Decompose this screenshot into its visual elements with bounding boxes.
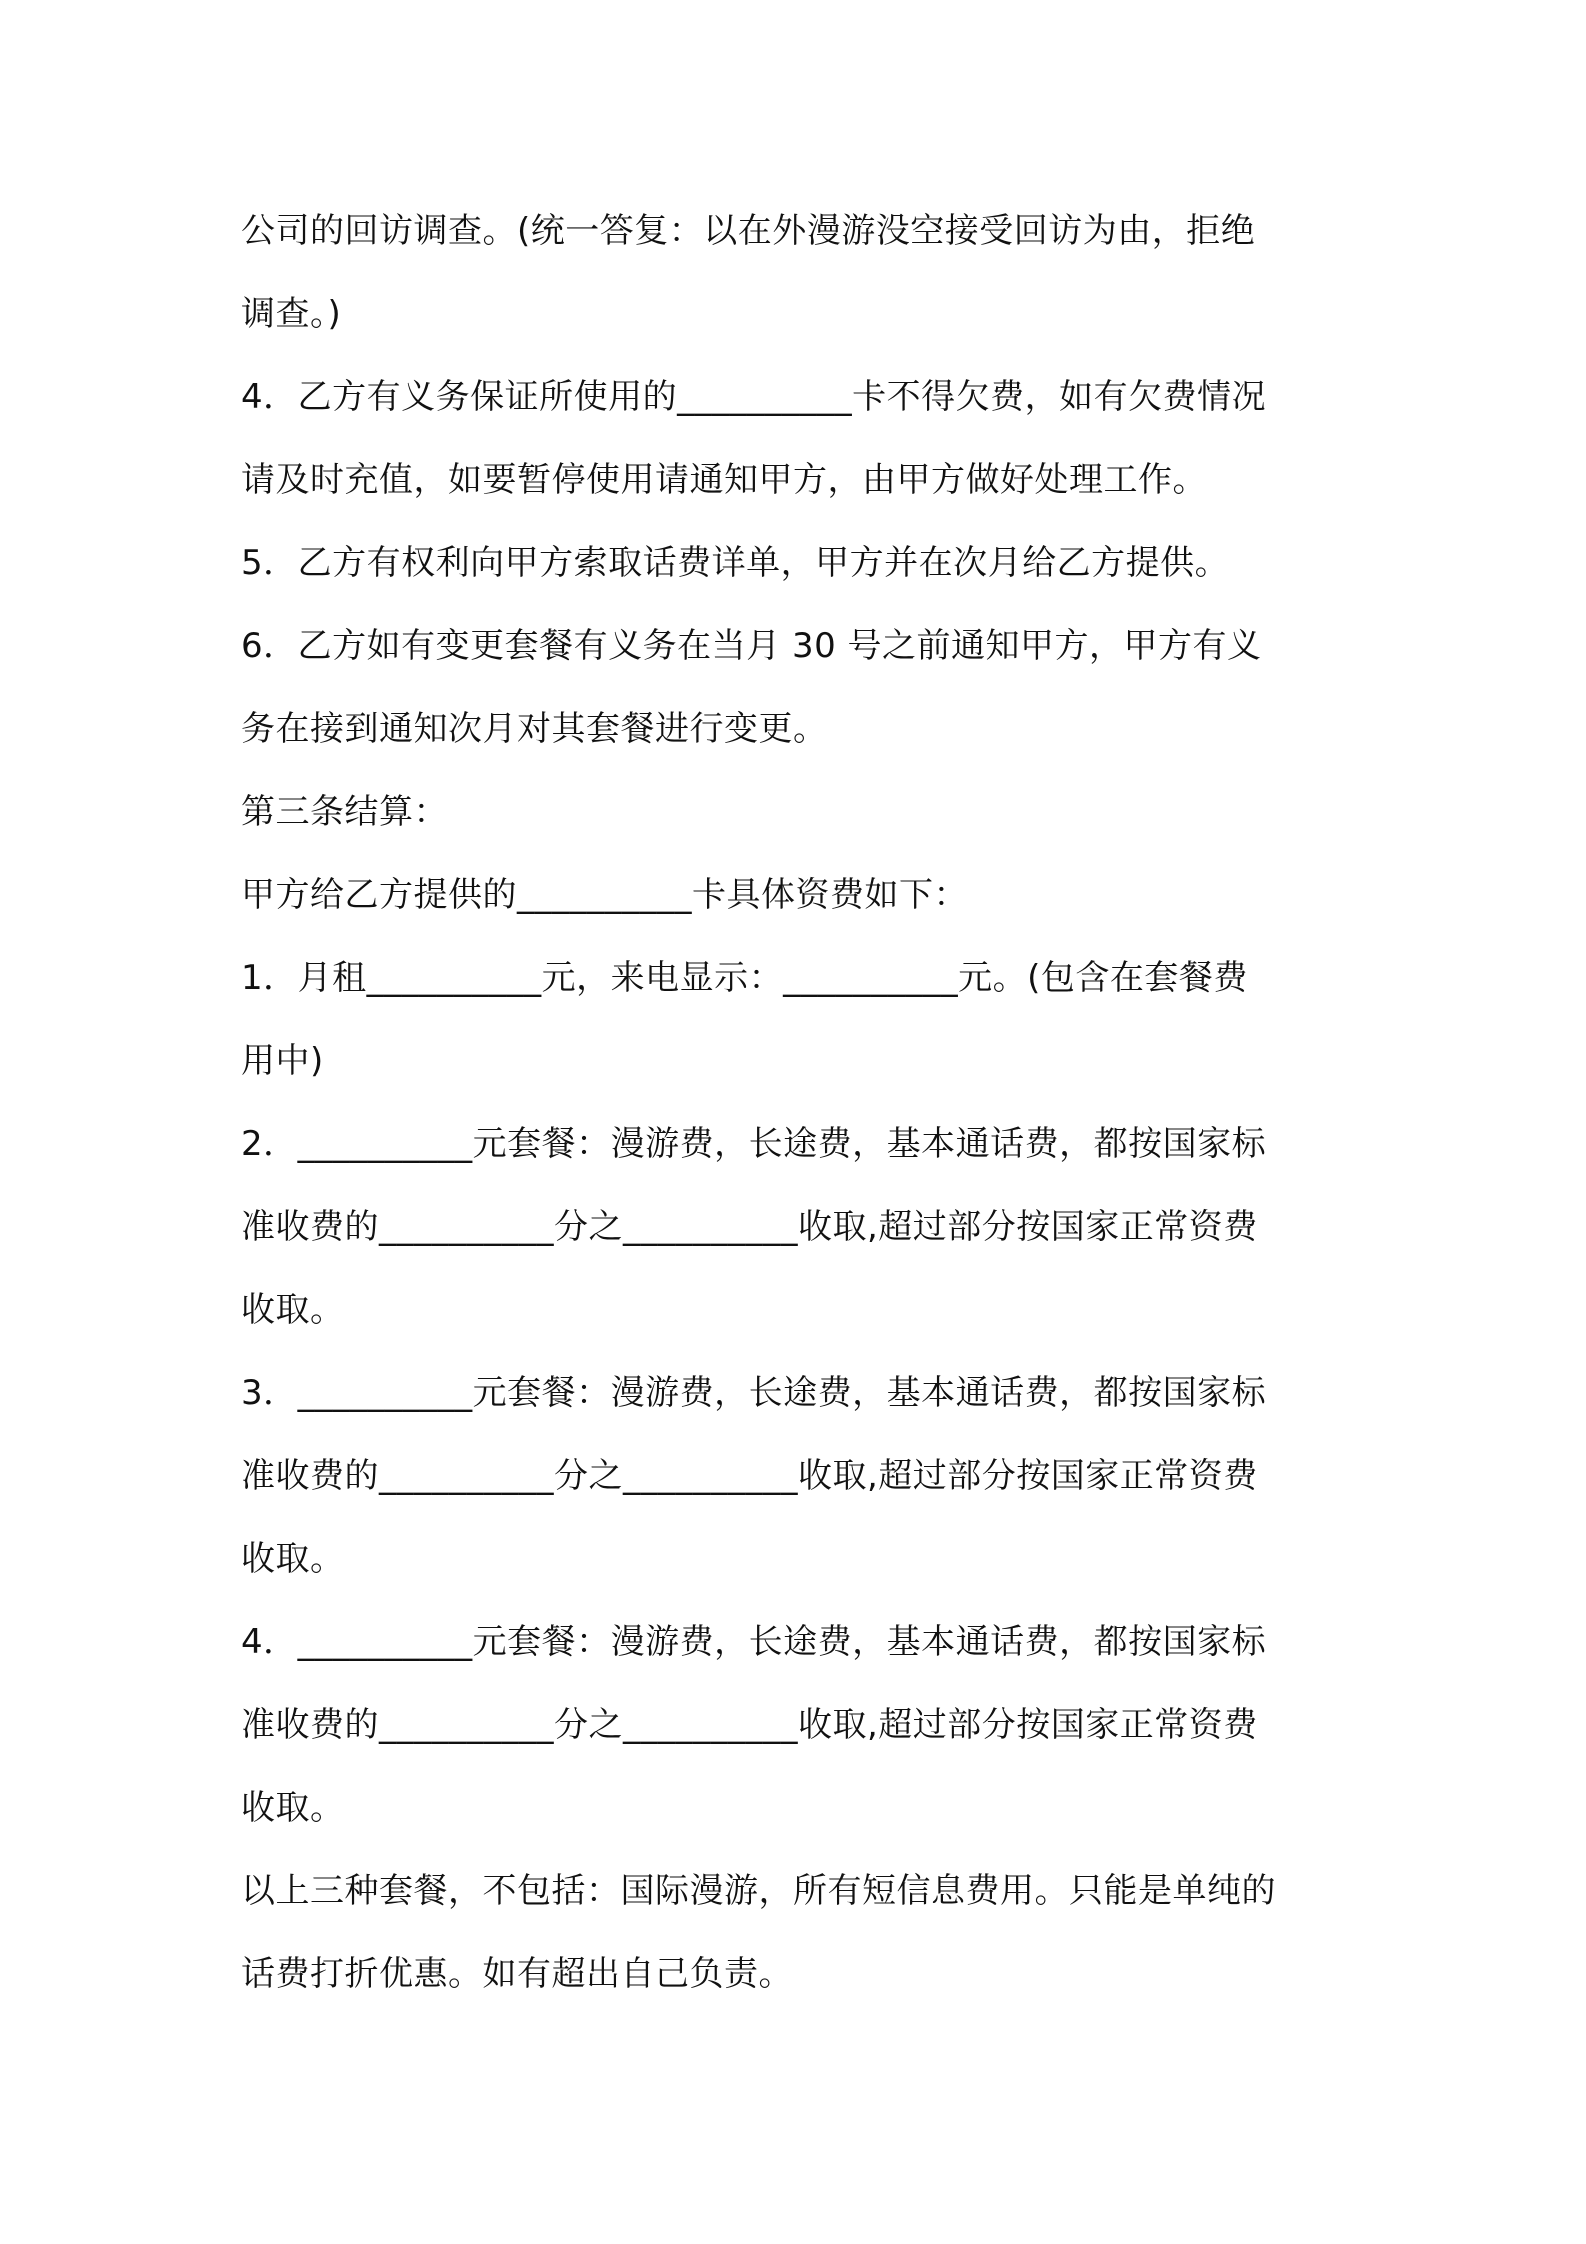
text-line: 收取。 xyxy=(241,1788,345,1828)
text-line: 收取。 xyxy=(241,1290,345,1330)
text-line: 用中) xyxy=(241,1041,324,1081)
text-line: 公司的回访调查。(统一答复：以在外漫游没空接受回访为由，拒绝 xyxy=(241,211,1256,251)
text-line: 甲方给乙方提供的__________卡具体资费如下： xyxy=(241,875,968,915)
document-body xyxy=(241,200,1361,2026)
text-line: 准收费的__________分之__________收取,超过部分按国家正常资费 xyxy=(241,1705,1258,1745)
text-line: 2．__________元套餐：漫游费，长途费，基本通话费，都按国家标 xyxy=(241,1124,1267,1164)
section-heading: 第三条结算： xyxy=(241,792,448,832)
text-line: 以上三种套餐，不包括：国际漫游，所有短信息费用。只能是单纯的 xyxy=(241,1871,1276,1911)
text-line: 6．乙方如有变更套餐有义务在当月 30 号之前通知甲方，甲方有义 xyxy=(241,626,1262,666)
text-line: 4．乙方有义务保证所使用的__________卡不得欠费，如有欠费情况 xyxy=(241,377,1267,417)
text-line: 5．乙方有权利向甲方索取话费详单，甲方并在次月给乙方提供。 xyxy=(241,543,1230,583)
text-line: 3．__________元套餐：漫游费，长途费，基本通话费，都按国家标 xyxy=(241,1373,1267,1413)
text-line: 请及时充值，如要暂停使用请通知甲方，由甲方做好处理工作。 xyxy=(241,460,1207,500)
text-line: 务在接到通知次月对其套餐进行变更。 xyxy=(241,709,828,749)
text-line: 调查。) xyxy=(241,294,342,334)
text-line: 准收费的__________分之__________收取,超过部分按国家正常资费 xyxy=(241,1456,1258,1496)
text-line: 准收费的__________分之__________收取,超过部分按国家正常资费 xyxy=(241,1207,1258,1247)
text-line: 1．月租__________元，来电显示：__________元。(包含在套餐费 xyxy=(241,958,1248,998)
text-line: 话费打折优惠。如有超出自己负责。 xyxy=(241,1954,793,1994)
text-line: 收取。 xyxy=(241,1539,345,1579)
text-line: 4．__________元套餐：漫游费，长途费，基本通话费，都按国家标 xyxy=(241,1622,1267,1662)
